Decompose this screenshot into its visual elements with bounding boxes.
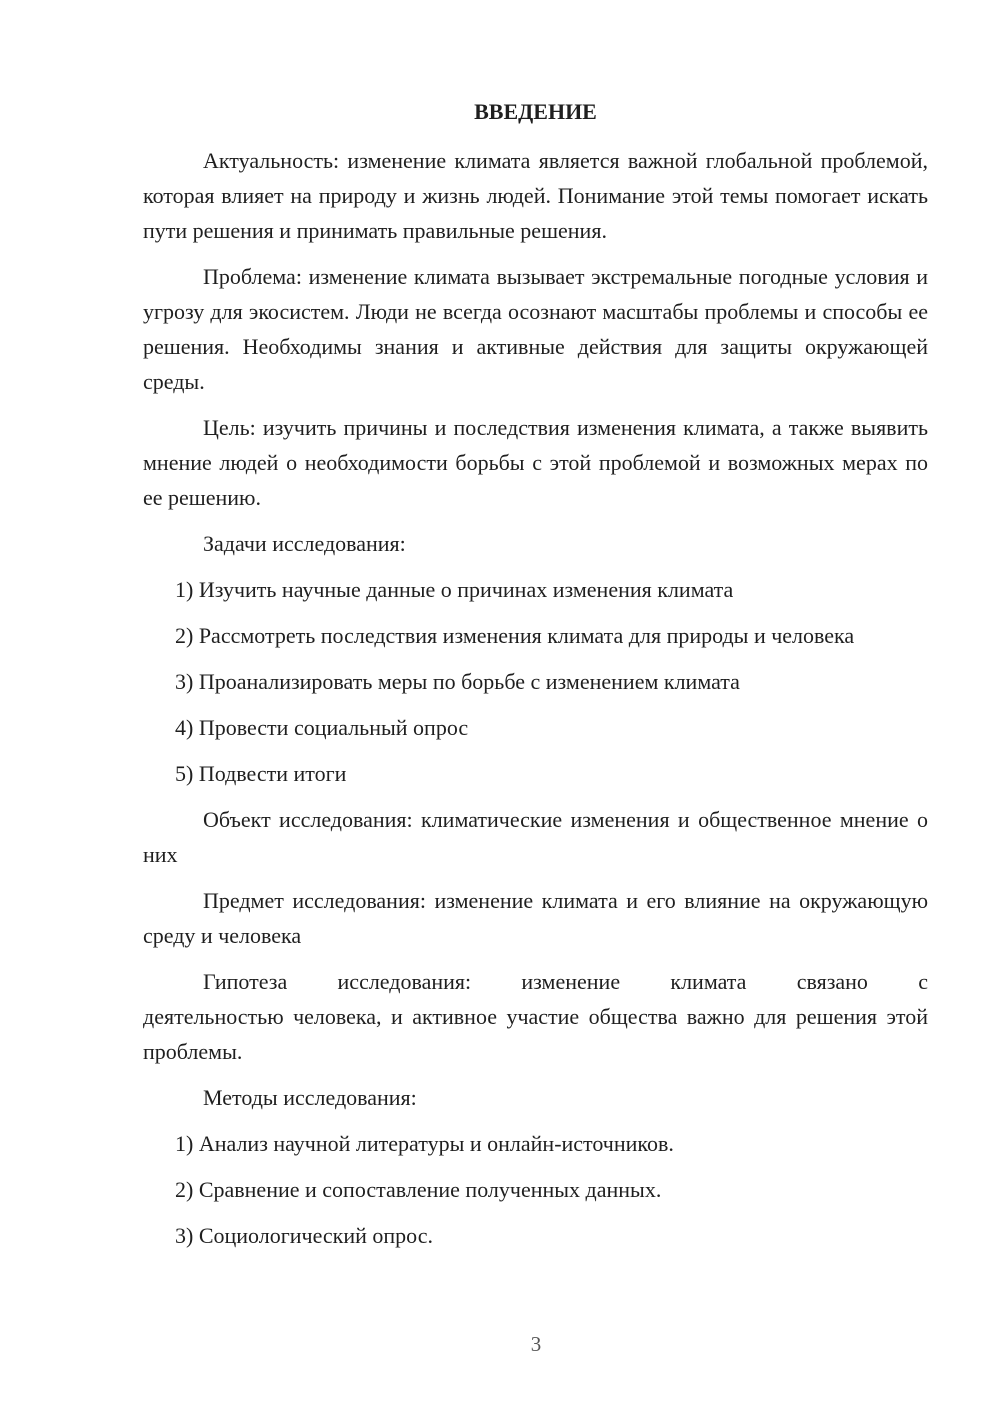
goal-paragraph: Цель: изучить причины и последствия изменения климата, а также выявить мнение людей о необходимости борьбы с этой проблемой и возможных мерах по ее решению. bbox=[143, 415, 928, 510]
method-item: 1) Анализ научной литературы и онлайн-источников. bbox=[175, 1131, 674, 1156]
hypothesis-paragraph bbox=[143, 964, 928, 1069]
problem-paragraph: Проблема: изменение климата вызывает экстремальные погодные условия и угрозу для экосистем. Люди не всегда осознают масштабы проблемы и способы ее решения. Необходимы знания и активные действия для защиты окружающей среды. bbox=[143, 264, 928, 394]
hypothesis-first-line: Гипотеза исследования: изменение климата связано с bbox=[203, 969, 928, 994]
task-item: 3) Проанализировать меры по борьбе с изменением климата bbox=[175, 669, 740, 694]
method-item: 2) Сравнение и сопоставление полученных данных. bbox=[175, 1177, 662, 1202]
subject-paragraph: Предмет исследования: изменение климата и его влияние на окружающую среду и человека bbox=[143, 888, 928, 948]
task-item: 1) Изучить научные данные о причинах изменения климата bbox=[175, 577, 734, 602]
methods-heading: Методы исследования: bbox=[203, 1085, 417, 1110]
task-item: 2) Рассмотреть последствия изменения климата для природы и человека bbox=[175, 623, 855, 648]
section-title: ВВЕДЕНИЕ bbox=[474, 99, 597, 124]
document-body bbox=[143, 94, 928, 1264]
relevance-paragraph: Актуальность: изменение климата является важной глобальной проблемой, которая влияет на природу и жизнь людей. Понимание этой темы помогает искать пути решения и принимать правильные решения. bbox=[143, 148, 928, 243]
page-number: 3 bbox=[530, 1332, 542, 1356]
hypothesis-continuation: деятельностью человека, и активное участие общества важно для решения этой проблемы. bbox=[143, 1004, 928, 1064]
task-item: 4) Провести социальный опрос bbox=[175, 715, 469, 740]
object-paragraph: Объект исследования: климатические изменения и общественное мнение о них bbox=[143, 807, 928, 867]
method-item: 3) Социологический опрос. bbox=[175, 1223, 433, 1248]
task-item: 5) Подвести итоги bbox=[175, 761, 347, 786]
tasks-heading: Задачи исследования: bbox=[203, 531, 406, 556]
